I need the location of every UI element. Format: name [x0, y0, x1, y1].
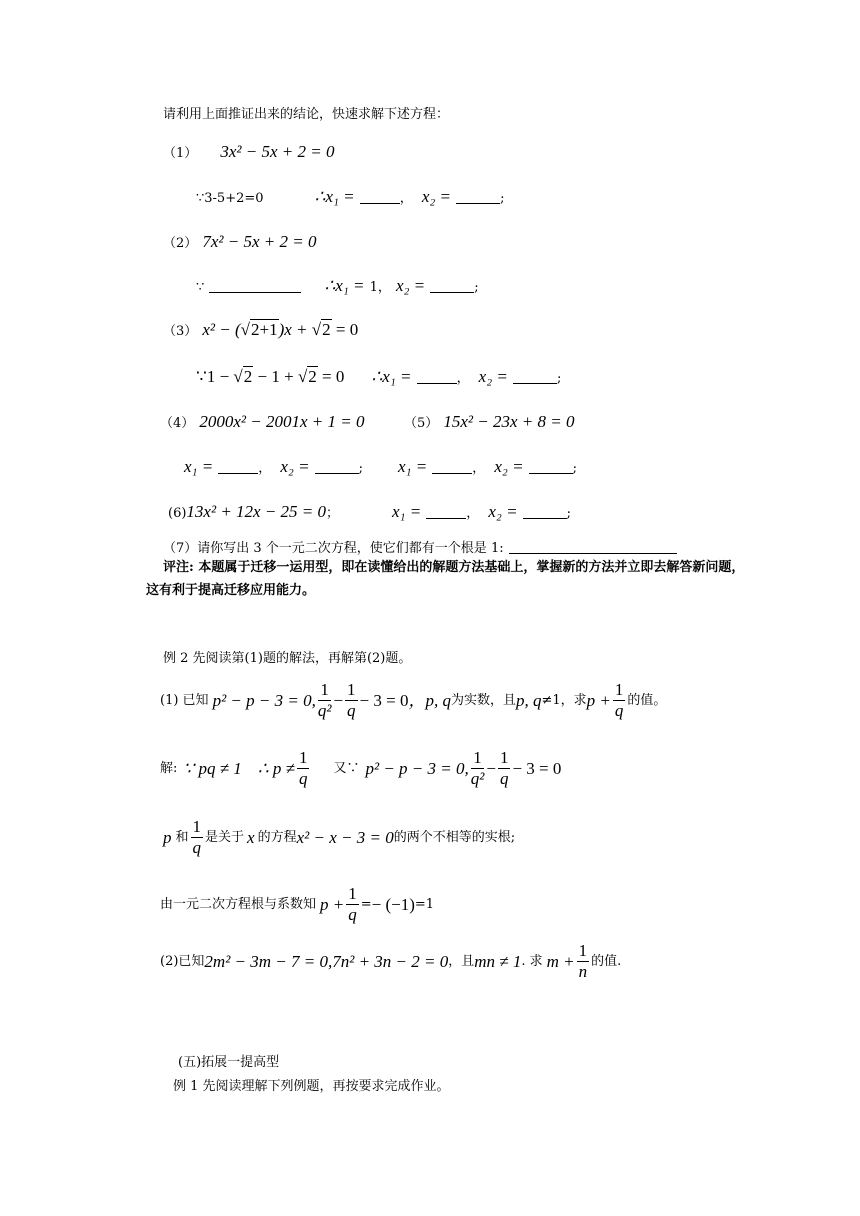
problem-2-label: （2） — [163, 236, 198, 251]
problem-3-work: ∵1 − √2 − 1 + √2 = 0 ∴x₁ = ， x₂ = ; — [196, 367, 562, 386]
q2-text-1: ，且 — [448, 953, 475, 969]
problem-4-x2-blank[interactable] — [315, 459, 359, 474]
problem-7 — [163, 539, 677, 555]
solution-fraction-1-over-q2: $\frac{1}{\text{q²}}$ — [470, 747, 485, 788]
q2-label: (2)已知 — [160, 953, 205, 969]
solution-e: − 3 = 0 — [512, 758, 562, 778]
problem-4-equation: 2000x² − 2001x + 1 = 0 — [199, 412, 365, 431]
problem-6-x1-blank[interactable] — [426, 504, 466, 519]
line4-eq-2: − (−1) — [371, 894, 415, 914]
problem-2-because: ∵ — [196, 280, 205, 295]
example-2-question-2 — [160, 941, 621, 981]
problem-6-x2-blank[interactable] — [523, 504, 567, 519]
line3-equation: x² − x − 3 = 0 — [296, 827, 394, 847]
solution-line-1: 解: ∵ pq ≠ 1 ∴ p ≠ $\frac{1}{q}$ 又∵ p² − p − 3 = 0, $\frac{1}{\text{q²}}$ − $\frac{1}{q}$ − 3 = 0 — [160, 747, 562, 788]
problem-1-x1-blank[interactable] — [360, 189, 400, 204]
line3-fraction-1-over-q: $\frac{1}{q}$ — [192, 816, 202, 857]
example-2-question-1: (1) 已知 p² − p − 3 = 0, $\frac{1}{\text{q²}}$ − $\frac{1}{q}$ − 3 = 0 ，p, q 为实数，且 p, q ≠1，求 p + $\frac{1}{q}$ 的值。 — [160, 679, 667, 720]
solution-label: 解: — [160, 760, 178, 776]
problem-2-work: ∵ ∴x₁ = 1， x₂ = ; — [196, 276, 479, 295]
line3-text-2: 的方程 — [257, 829, 297, 845]
line4-expr: p + — [320, 894, 345, 914]
example-2-title: 例 2 先阅读第(1)题的解法，再解第(2)题。 — [163, 651, 412, 666]
line4-fraction-1-over-q: $\frac{1}{q}$ — [348, 883, 357, 924]
problem-5-x2-blank[interactable] — [529, 459, 573, 474]
problem-3-x1-label: ∴x₁ = — [371, 367, 412, 386]
problem-1-label: （1） — [163, 146, 198, 161]
q2-expr: m + — [546, 951, 575, 971]
line3-text: 是关于 — [205, 829, 245, 845]
problem-6-equation: 13x² + 12x − 25 = 0 — [186, 502, 327, 521]
line4-eq-3: =1 — [414, 896, 435, 912]
q2-equation: 2m² − 3m − 7 = 0,7n² + 3n − 2 = 0 — [204, 951, 449, 971]
section-5-example-1: 例 1 先阅读理解下列例题，再按要求完成作业。 — [173, 1079, 450, 1094]
problem-1-x2-label: x₂ = — [421, 187, 452, 206]
problem-6: (6)13x² + 12x − 25 = 0； — [168, 502, 340, 521]
problem-2-x1-value: 1， — [369, 280, 391, 295]
line3-x: x — [247, 827, 255, 847]
solution-d: p² − p − 3 = 0, — [365, 758, 469, 778]
problem-3-because-a: ∵1 − — [196, 367, 234, 386]
solution-b: ∴ p ≠ — [257, 758, 295, 778]
problem-4-x2-label: x₂ = — [280, 457, 310, 476]
problem-2-x1-label: ∴x₁ = — [324, 276, 365, 295]
problem-6-x1-label: x₁ = — [392, 502, 422, 521]
solution-fraction-1-over-q-b: $\frac{1}{q}$ — [499, 747, 509, 788]
q2-text-2: . 求 — [521, 953, 543, 969]
problem-5-equation: 15x² − 23x + 8 = 0 — [443, 412, 575, 431]
line3-p: p — [163, 827, 172, 847]
problem-5-answers: x₁ = ， x₂ = ; — [398, 457, 578, 476]
problem-3-x2-blank[interactable] — [513, 369, 557, 384]
solution-line-3 — [160, 884, 434, 924]
problem-6-answers: x₁ = ， x₂ = ; — [392, 502, 572, 521]
q1-vars: ，p, q — [408, 690, 451, 710]
solution-a: ∵ pq ≠ 1 — [183, 758, 242, 778]
q1-text-2: ≠1，求 — [541, 692, 587, 708]
q1-fraction-1-over-q2: $\frac{1}{\text{q²}}$ — [317, 679, 332, 720]
problem-4-label: （4） — [160, 416, 195, 431]
problem-3-label: （3） — [163, 324, 198, 339]
q2-fraction-1-over-n: $\frac{1}{n}$ — [578, 940, 588, 981]
problem-1-equation: 3x² − 5x + 2 = 0 — [220, 142, 335, 161]
problem-3-because-e: = 0 — [317, 367, 345, 386]
problem-5-x1-blank[interactable] — [432, 459, 472, 474]
problem-3-eq-d: 2 — [322, 320, 331, 339]
problem-3-because-b: 2 — [243, 367, 253, 386]
q1-text-3: 的值。 — [627, 692, 667, 708]
problem-3-because-c: − 1 + — [253, 367, 298, 386]
q1-equation: p² − p − 3 = 0, — [212, 690, 316, 710]
problem-4 — [160, 413, 364, 430]
solution-line-2 — [163, 817, 515, 857]
problem-1-x2-blank[interactable] — [456, 189, 500, 204]
line4-text: 由一元二次方程根与系数知 — [160, 896, 317, 912]
line3-text-3: 的两个不相等的实根; — [393, 829, 516, 845]
problem-5-x2-label: x₂ = — [494, 457, 524, 476]
q1-label: (1) 已知 — [160, 692, 209, 708]
line3-he: 和 — [175, 829, 189, 845]
problem-3-x2-label: x₂ = — [478, 367, 508, 386]
problem-1 — [163, 143, 334, 160]
problem-4-x1-blank[interactable] — [218, 459, 258, 474]
problem-7-blank[interactable] — [509, 539, 677, 554]
problem-7-text: （7）请你写出 3 个一元二次方程，使它们都有一个根是 1: — [163, 541, 504, 556]
problem-3-eq-a: x² − ( — [202, 320, 241, 339]
comment-line-2: 这有利于提高迁移应用能力。 — [146, 583, 316, 598]
solution-fraction-1-over-q: $\frac{1}{q}$ — [298, 747, 308, 788]
problem-1-because: ∵3-5+2=0 — [196, 191, 264, 206]
problem-2-x2-blank[interactable] — [430, 278, 474, 293]
q1-fraction-1-over-q: $\frac{1}{q}$ — [347, 679, 356, 720]
problem-2-equation: 7x² − 5x + 2 = 0 — [202, 232, 317, 251]
problem-3: （3） x² − (√2+1)x + √2 = 0 — [163, 320, 359, 339]
q1-expr: p + — [586, 690, 611, 710]
problem-2-reason-blank[interactable] — [209, 278, 301, 293]
problem-4-answers: x₁ = ， x₂ = ; — [184, 457, 364, 476]
problem-4-x1-label: x₁ = — [184, 457, 214, 476]
q1-text-1: 为实数，且 — [450, 692, 516, 708]
solution-c: 又∵ — [333, 760, 360, 776]
problem-3-x1-blank[interactable] — [417, 369, 457, 384]
intro-text: 请利用上面推证出来的结论，快速求解下述方程： — [163, 107, 450, 122]
problem-1-work: ∵3-5+2=0 ∴x₁ = ， x₂ = ; — [196, 187, 505, 206]
comment-line-1: 评注: 本题属于迁移一运用型，即在读懂给出的解题方法基础上，掌握新的方法并立即去解答新问题， — [163, 560, 745, 575]
problem-3-eq-e: = 0 — [331, 320, 359, 339]
q2-cond: mn ≠ 1 — [474, 951, 522, 971]
section-5-title: (五)拓展一提高型 — [178, 1055, 280, 1070]
problem-3-eq-c: )x + — [278, 320, 312, 339]
q1-mid: − 3 = 0 — [359, 690, 409, 710]
problem-5 — [404, 413, 574, 430]
problem-6-label: (6) — [168, 506, 187, 521]
problem-6-x2-label: x₂ = — [488, 502, 518, 521]
q2-text-3: 的值. — [591, 953, 622, 969]
q1-cond: p, q — [515, 690, 542, 710]
problem-2-x2-label: x₂ = — [395, 276, 426, 295]
problem-3-eq-b: 2+1 — [251, 320, 278, 339]
problem-5-x1-label: x₁ = — [398, 457, 428, 476]
problem-5-label: （5） — [404, 416, 439, 431]
line4-eq-1: = — [360, 896, 372, 912]
problem-2 — [163, 233, 316, 250]
problem-1-x1-label: ∴x₁ = — [314, 187, 355, 206]
q1-fraction-result: $\frac{1}{q}$ — [614, 679, 624, 720]
problem-3-because-d: 2 — [308, 367, 317, 386]
